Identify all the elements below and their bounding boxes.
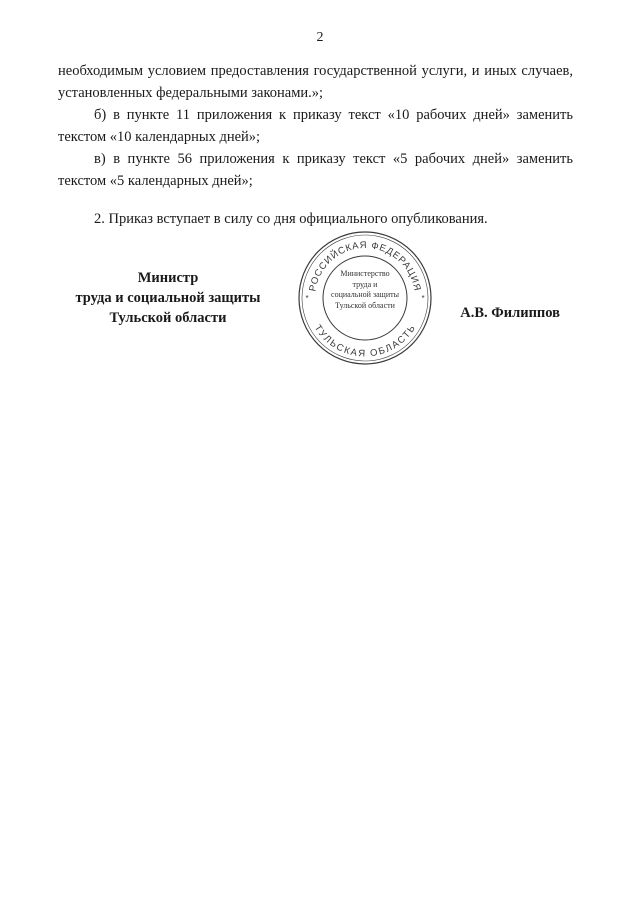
signatory-line-3: Тульской области xyxy=(109,310,227,326)
seal-center-line-3: социальной защиты xyxy=(331,290,399,299)
seal-center-line-2: труда и xyxy=(352,279,378,289)
document-body xyxy=(58,60,573,230)
seal-center-line-4: Тульской области xyxy=(335,300,395,310)
seal-center-text xyxy=(296,269,434,311)
paragraph-item-v: в) в пункте 56 приложения к приказу текст «5 рабочих дней» заменить текстом «5 календарных дней»; xyxy=(58,151,573,189)
signatory-title xyxy=(58,268,278,328)
seal-top-text: РОССИЙСКАЯ ФЕДЕРАЦИЯ xyxy=(307,239,423,293)
signatory-line-1: Министр xyxy=(137,270,199,286)
paragraph-item-b: б) в пункте 11 приложения к приказу текст «10 рабочих дней» заменить текстом «10 календарных дней»; xyxy=(58,107,573,145)
paragraph-item-2: 2. Приказ вступает в силу со дня официального опубликования. xyxy=(94,211,488,227)
page-number: 2 xyxy=(316,30,324,45)
paragraph-continuation: необходимым условием предоставления государственной услуги, и иных случаев, установленных федеральными законами.»; xyxy=(58,63,573,101)
signatory-line-2: труда и социальной защиты xyxy=(75,290,261,306)
seal-bottom-text: ТУЛЬСКАЯ ОБЛАСТЬ xyxy=(311,322,419,360)
official-seal xyxy=(296,229,434,367)
signer-name: А.В. Филиппов xyxy=(460,305,560,321)
seal-star-right: * xyxy=(421,294,425,303)
seal-center-line-1: Министерство xyxy=(340,269,390,278)
seal-star-left: * xyxy=(305,294,309,303)
